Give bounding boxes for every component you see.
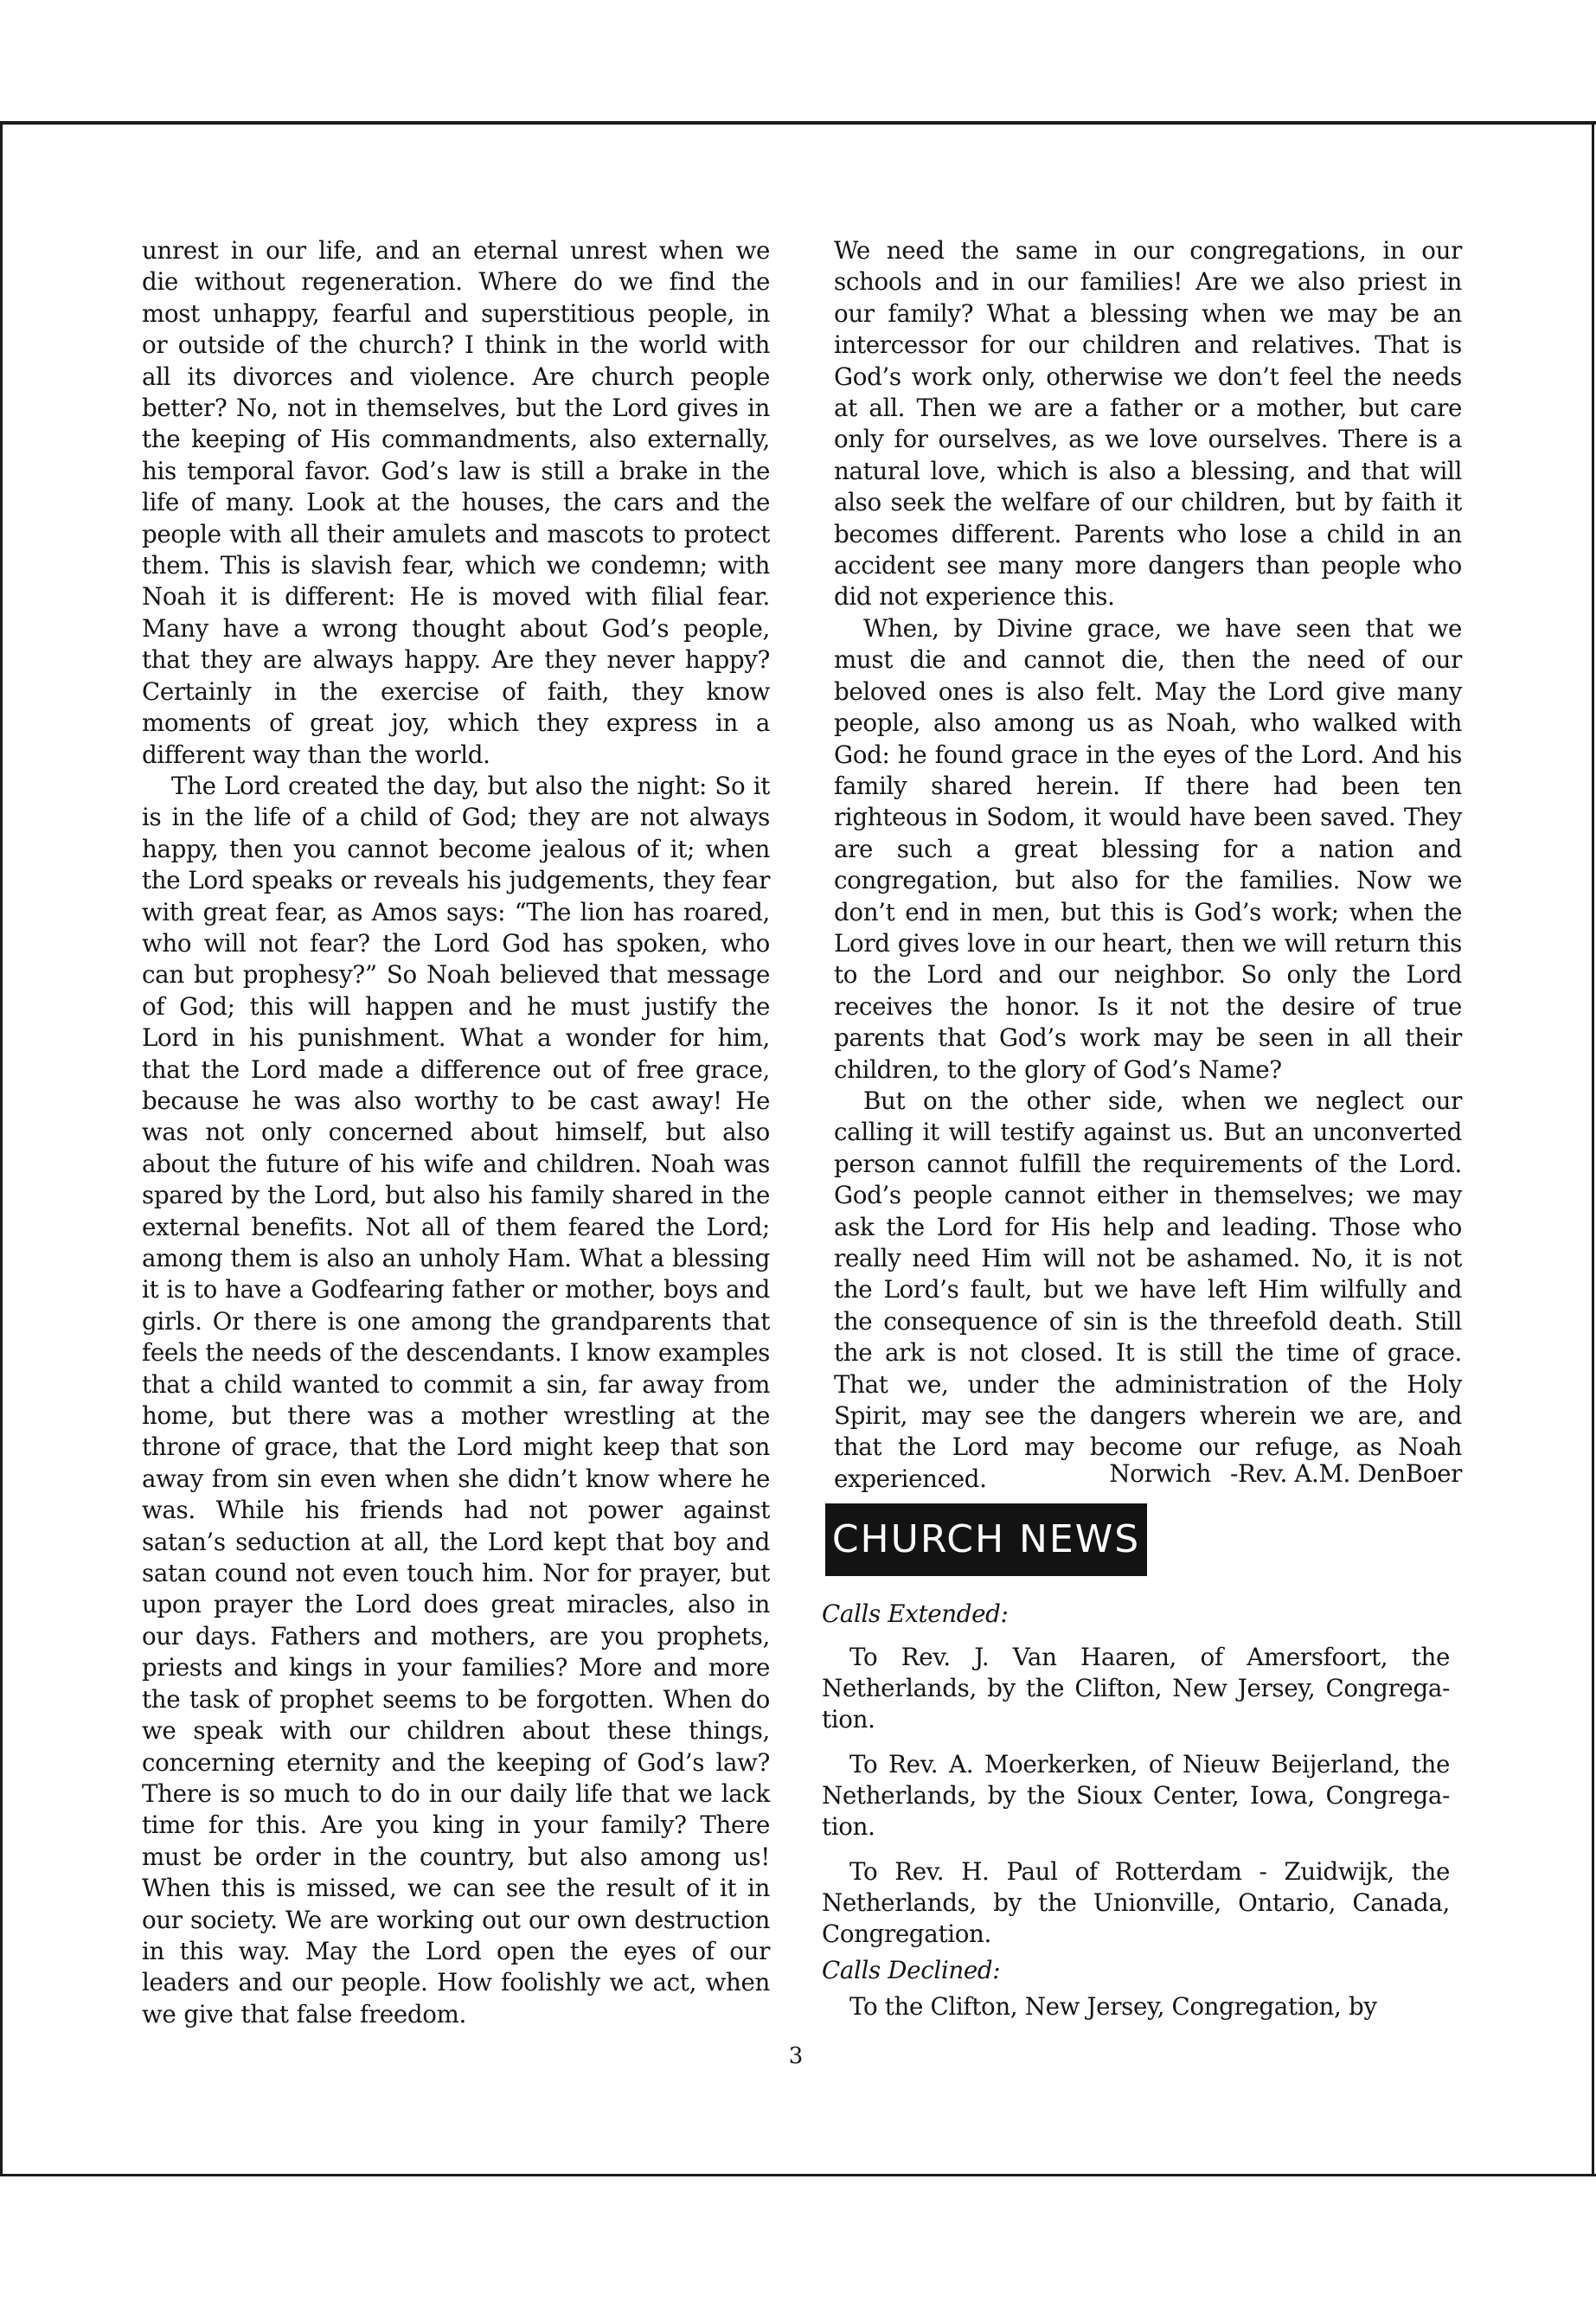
page-bottom-border [0,2174,1596,2176]
article-paragraph: We need the same in our congregations, in our schools and in our families! Are we also priest in our family? What a blessing when we may be an intercessor for our children and relatives. That is God’s work only, otherwise we don’t feel the needs at all. Then we are a father or a mother, but care only for ourselves, as we love ourselves. There is a natural love, which is also a blessing, and that will also seek the welfare of our children, but by faith it becomes different. Parents who lose a child in an accident see many more dangers than people who did not experience this. [834,236,1462,612]
article-paragraph: When, by Divine grace, we have seen that we must die and cannot die, then the need of our beloved ones is also felt. May the Lord give many people, also among us as Noah, who walked with God: he found grace in the eyes of the Lord. And his family shared herein. If there had been ten righteous in Sodom, it would have been saved. They are such a great blessing for a nation and congregation, but also for the families. Now we don’t end in men, but this is God’s work; when the Lord gives love in our heart, then we will return this to the Lord and our neighbor. So only the Lord receives the honor. Is it not the desire of true parents that God’s work may be seen in all their children, to the glory of God’s Name? [834,613,1462,1084]
article-paragraph: But on the other side, when we neglect our calling it will testify against us. But an unconverted person cannot fulfill the requirements of the Lord. God’s people cannot either in themselves; we may ask the Lord for His help and leading. Those who really need Him will not be ashamed. No, it is not the Lord’s fault, but we have left Him wilfully and the consequence of sin is the threefold death. Still the ark is not closed. It is still the time of grace. That we, under the administration of the Holy Spirit, may see the dangers wherein we are, and that the Lord may become our refuge, as Noah experienced. [834,1086,1462,1493]
page-number: 3 [788,2043,804,2069]
article-signature [834,1459,1462,1488]
page-top-border [0,121,1596,125]
article-left-column [142,235,770,2030]
page-left-border [0,121,3,2176]
article-right-column [834,235,1462,1495]
page-right-border [1592,121,1594,2176]
article-paragraph: unrest in our life, and an eternal unrest when we die without regeneration. Where do we find the most unhappy, fearful and superstitious people, in or outside of the church? I think in the world with all its divorces and violence. Are church people better? No, not in themselves, but the Lord gives in the keeping of His commandments, also externally, his temporal favor. God’s law is still a brake in the life of many. Look at the houses, the cars and the people with all their amulets and mascots to protect them. This is slavish fear, which we condemn; with Noah it is different: He is moved with filial fear. Many have a wrong thought about God’s people, that they are always happy. Are they never happy? Certainly in the exercise of faith, they know moments of great joy, which they express in a different way than the world. [142,236,770,769]
call-extended-item: To Rev. H. Paul of Rotterdam - Zuidwijk, the Netherlands, by the Unionville, Ontario, Canada, Congregation. [822,1857,1450,1948]
signature-author: -Rev. A.M. DenBoer [1229,1459,1462,1488]
call-extended-item: To Rev. A. Moerkerken, of Nieuw Beijerland, the Netherlands, by the Sioux Center, Iowa, Congrega-tion. [822,1750,1450,1841]
article-paragraph: The Lord created the day, but also the night: So it is in the life of a child of God; they are not always happy, then you cannot become jealous of it; when the Lord speaks or reveals his judgements, they fear with great fear, as Amos says: “The lion has roared, who will not fear? the Lord God has spoken, who can but prophesy?” So Noah believed that message of God; this will happen and he must justify the Lord in his punishment. What a wonder for him, that the Lord made a difference out of free grace, because he was also worthy to be cast away! He was not only concerned about himself, but also about the future of his wife and children. Noah was spared by the Lord, but also his family shared in the external benefits. Not all of them feared the Lord; among them is also an unholy Ham. What a blessing it is to have a Godfearing father or mother, boys and girls. Or there is one among the grandparents that feels the needs of the descendants. I know examples that a child wanted to commit a sin, far away from home, but there was a mother wrestling at the throne of grace, that the Lord might keep that son away from sin even when she didn’t know where he was. While his friends had not power against satan’s seduction at all, the Lord kept that boy and satan cound not even touch him. Nor for prayer, but upon prayer the Lord does great miracles, also in our days. Fathers and mothers, are you prophets, priests and kings in your families? More and more the task of prophet seems to be forgotten. When do we speak with our children about these things, concerning eternity and the keeping of God’s law? There is so much to do in our daily life that we lack time for this. Are you king in your family? There must be order in the country, but also among us! When this is missed, we can see the result of it in our society. We are working out our own destruction in this way. May the Lord open the eyes of our leaders and our people. How foolishly we act, when we give that false freedom. [142,771,770,2029]
signature-place: Norwich [1109,1459,1211,1488]
call-extended-item: To Rev. J. Van Haaren, of Amersfoort, the Netherlands, by the Clifton, New Jersey, Congrega-tion. [822,1643,1450,1734]
call-declined-item: To the Clifton, New Jersey, Congregation, by [849,1992,1377,2021]
church-news-banner: CHURCH NEWS [825,1503,1147,1576]
church-news-section [822,1599,1450,2036]
calls-declined-heading: Calls Declined: [822,1956,1001,1984]
calls-extended-heading: Calls Extended: [822,1599,1009,1628]
